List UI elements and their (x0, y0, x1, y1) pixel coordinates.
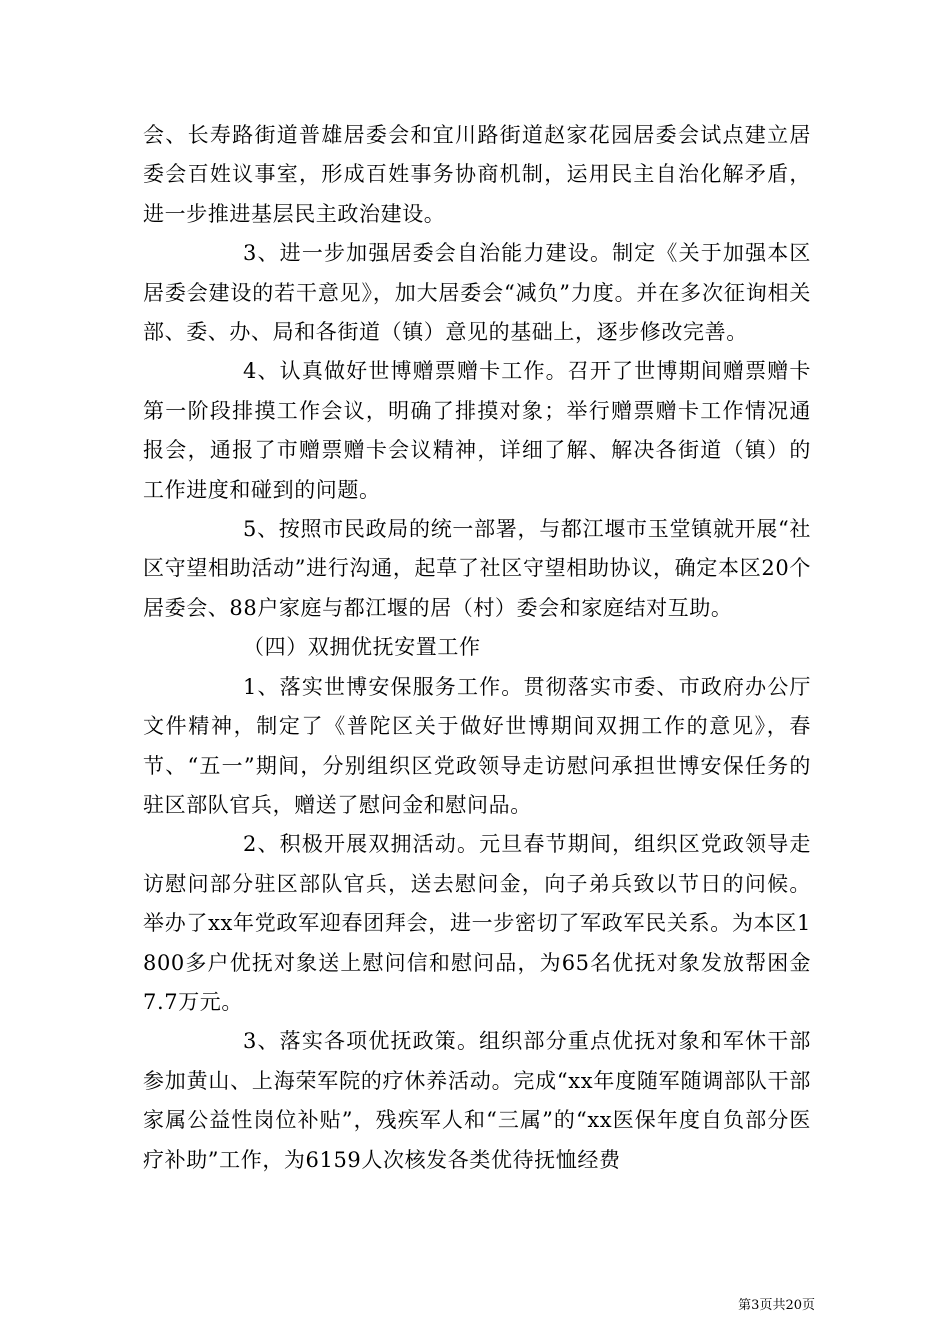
document-body (143, 116, 811, 1180)
paragraph-item-1: 1、落实世博安保服务工作。贯彻落实市委、市政府办公厅文件精神，制定了《普陀区关于做好世博期间双拥工作的意见》，春节、“五一”期间，分别组织区党政领导走访慰问承担世博安保任务的驻区部队官兵，赠送了慰问金和慰问品。 (143, 674, 811, 817)
section-heading: （四）双拥优抚安置工作 (243, 635, 481, 660)
paragraph-continuation: 会、长寿路街道普雄居委会和宜川路街道赵家花园居委会试点建立居委会百姓议事室，形成百姓事务协商机制，运用民主自治化解矛盾，进一步推进基层民主政治建设。 (143, 123, 811, 226)
paragraph-item-4: 4、认真做好世博赠票赠卡工作。召开了世博期间赠票赠卡第一阶段排摸工作会议，明确了排摸对象；举行赠票赠卡工作情况通报会，通报了市赠票赠卡会议精神，详细了解、解决各街道（镇）的工作进度和碰到的问题。 (143, 359, 811, 502)
paragraph-item-3-policy: 3、落实各项优抚政策。组织部分重点优抚对象和军休干部参加黄山、上海荣军院的疗休养活动。完成“xx年度随军随调部队干部家属公益性岗位补贴”，残疾军人和“三属”的“xx医保年度自负部分医疗补助”工作，为6159人次核发各类优待抚恤经费 (143, 1029, 811, 1172)
paragraph-item-2: 2、积极开展双拥活动。元旦春节期间，组织区党政领导走访慰问部分驻区部队官兵，送去慰问金，向子弟兵致以节日的问候。举办了xx年党政军迎春团拜会，进一步密切了军政军民关系。为本区1800多户优抚对象送上慰问信和慰问品，为65名优抚对象发放帮困金7.7万元。 (143, 832, 811, 1014)
paragraph-item-3: 3、进一步加强居委会自治能力建设。制定《关于加强本区居委会建设的若干意见》，加大居委会“减负”力度。并在多次征询相关部、委、办、局和各街道（镇）意见的基础上，逐步修改完善。 (143, 241, 811, 345)
page-number: 第3页共20页 (738, 1298, 815, 1313)
paragraph-item-5: 5、按照市民政局的统一部署，与都江堰市玉堂镇就开展“社区守望相助活动”进行沟通，起草了社区守望相助协议，确定本区20个居委会、88户家庭与都江堰的居（村）委会和家庭结对互助。 (143, 517, 811, 620)
